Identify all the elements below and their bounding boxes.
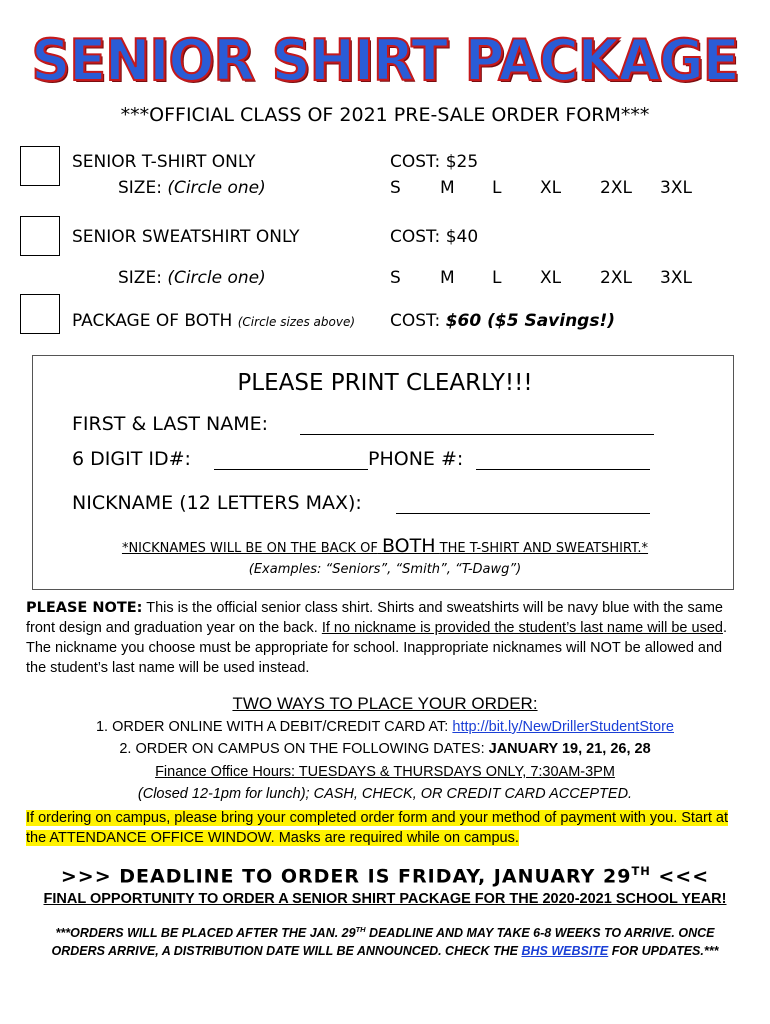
id-label: 6 DIGIT ID#: (72, 448, 191, 470)
sweatshirt-cost: COST: $40 (390, 227, 479, 247)
package-cost: COST: $60 ($5 Savings!) (390, 311, 615, 331)
tshirt-size-3xl[interactable]: 3XL (660, 178, 692, 198)
nickname-field[interactable] (396, 495, 650, 514)
sweatshirt-size-label: SIZE: (Circle one) (118, 268, 266, 288)
sweatshirt-size-m[interactable]: M (440, 268, 455, 288)
final-opportunity: FINAL OPPORTUNITY TO ORDER A SENIOR SHIRT PACKAGE FOR THE 2020-2021 SCHOOL YEAR! (43, 891, 727, 907)
tshirt-size-s[interactable]: S (390, 178, 401, 198)
form-subtitle: ***OFFICIAL CLASS OF 2021 PRE-SALE ORDER FORM*** (120, 104, 650, 126)
package-label: PACKAGE OF BOTH (Circle sizes above) (72, 311, 356, 331)
sweatshirt-size-l[interactable]: L (492, 268, 502, 288)
sweatshirt-size-s[interactable]: S (390, 268, 401, 288)
deadline-banner: >>> DEADLINE TO ORDER IS FRIDAY, JANUARY 29TH <<< (60, 864, 710, 888)
bhs-website-link[interactable]: BHS WEBSITE (521, 944, 609, 958)
footer-line-1: ***ORDERS WILL BE PLACED AFTER THE JAN. 29TH DEADLINE AND MAY TAKE 6-8 WEEKS TO ARRIVE. ONCE (55, 925, 715, 941)
tshirt-checkbox[interactable] (20, 146, 60, 186)
tshirt-size-m[interactable]: M (440, 178, 455, 198)
campus-note: If ordering on campus, please bring your completed order form and your method of payment with you. Start at the ATTENDANCE OFFICE WINDOW. Masks are required while on campus. (26, 810, 729, 846)
student-store-link[interactable]: http://bit.ly/NewDrillerStudentStore (452, 719, 674, 735)
nickname-examples: (Examples: “Seniors”, “Smith”, “T-Dawg”) (248, 562, 522, 577)
sweatshirt-size-xl[interactable]: XL (540, 268, 562, 288)
finance-hours: Finance Office Hours: TUESDAYS & THURSDAYS ONLY, 7:30AM-3PM (155, 764, 615, 780)
tshirt-size-l[interactable]: L (492, 178, 502, 198)
sweatshirt-size-2xl[interactable]: 2XL (600, 268, 632, 288)
sweatshirt-checkbox[interactable] (20, 216, 60, 256)
tshirt-size-xl[interactable]: XL (540, 178, 562, 198)
tshirt-size-label: SIZE: (Circle one) (118, 178, 266, 198)
tshirt-cost: COST: $25 (390, 152, 479, 172)
phone-field[interactable] (476, 451, 650, 470)
finance-closed: (Closed 12-1pm for lunch); CASH, CHECK, OR CREDIT CARD ACCEPTED. (137, 786, 633, 802)
print-clearly-heading: PLEASE PRINT CLEARLY!!! (237, 370, 533, 396)
name-label: FIRST & LAST NAME: (72, 413, 269, 435)
tshirt-label: SENIOR T-SHIRT ONLY (72, 152, 256, 172)
sweatshirt-size-3xl[interactable]: 3XL (660, 268, 692, 288)
order-step-campus: 2. ORDER ON CAMPUS ON THE FOLLOWING DATES: JANUARY 19, 21, 26, 28 (119, 741, 651, 757)
please-note-paragraph: PLEASE NOTE: This is the official senior class shirt. Shirts and sweatshirts will be navy blue with the same front design and graduation year on the back. If no nickname is provided the student’s last name will be used. The nickname you choose must be appropriate for school. Inappropriate nicknames will NOT be allowed and the student’s last name will be used instead. (26, 600, 727, 676)
name-field[interactable] (300, 416, 654, 435)
page-title: SENIOR SHIRT PACKAGE (31, 27, 739, 94)
id-field[interactable] (214, 451, 368, 470)
order-ways-heading: TWO WAYS TO PLACE YOUR ORDER: (232, 694, 538, 713)
tshirt-size-2xl[interactable]: 2XL (600, 178, 632, 198)
package-checkbox[interactable] (20, 294, 60, 334)
phone-label: PHONE #: (368, 448, 464, 470)
nickname-label: NICKNAME (12 LETTERS MAX): (72, 492, 362, 514)
order-step-online: 1. ORDER ONLINE WITH A DEBIT/CREDIT CARD AT: http://bit.ly/NewDrillerStudentStore (95, 719, 674, 735)
footer-line-2: ORDERS ARRIVE, A DISTRIBUTION DATE WILL BE ANNOUNCED. CHECK THE BHS WEBSITE FOR UPDATES.*** (51, 944, 719, 958)
nickname-note: *NICKNAMES WILL BE ON THE BACK OF BOTH THE T-SHIRT AND SWEATSHIRT.* (121, 535, 649, 557)
sweatshirt-label: SENIOR SWEATSHIRT ONLY (72, 227, 300, 247)
